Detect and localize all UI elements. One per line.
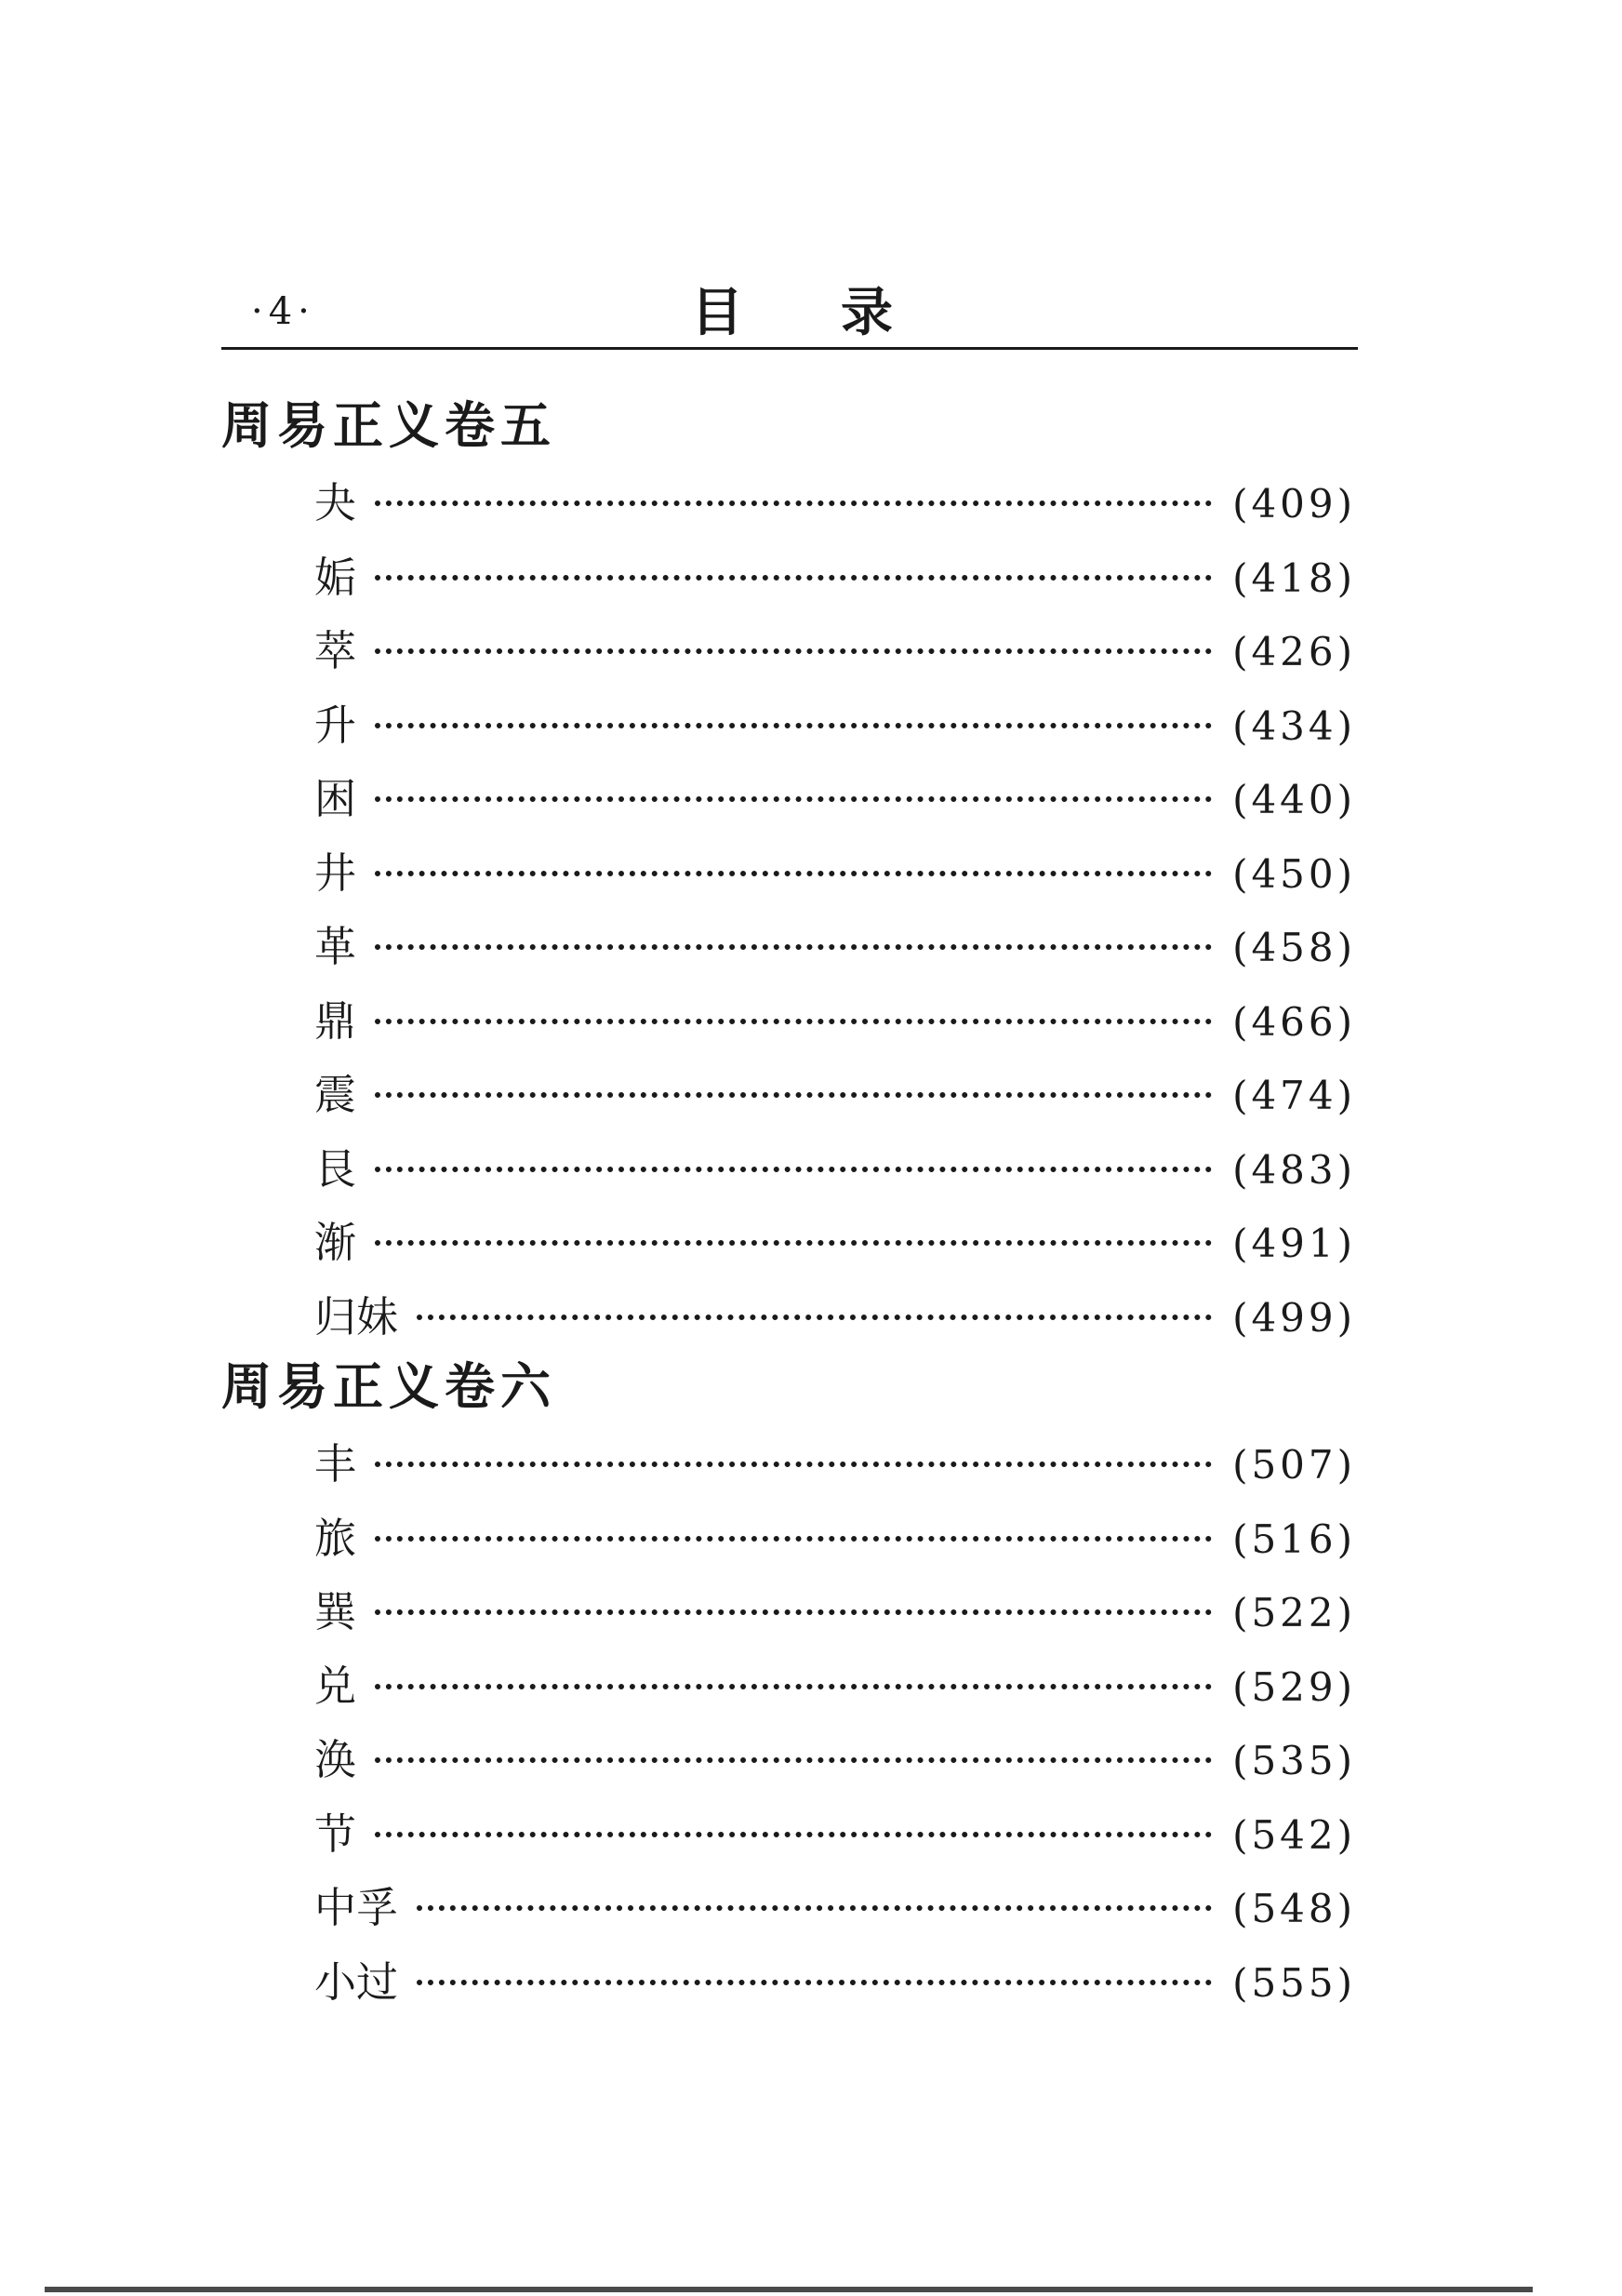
toc-entry bbox=[314, 691, 1356, 766]
toc-entry-title: 夬 bbox=[314, 478, 357, 527]
toc-entry-title: 姤 bbox=[314, 552, 357, 602]
dot-leader bbox=[375, 1536, 1212, 1542]
header-rule bbox=[221, 347, 1358, 350]
toc-entry-page: (491) bbox=[1232, 1221, 1356, 1266]
toc-entry-page: (522) bbox=[1232, 1590, 1356, 1635]
page-header bbox=[221, 270, 1356, 354]
toc-entry-title: 困 bbox=[314, 774, 357, 823]
toc-entry-title: 小过 bbox=[314, 1956, 399, 2007]
dot-leader bbox=[375, 1462, 1212, 1467]
toc-entry bbox=[314, 543, 1356, 618]
toc-entry-page: (418) bbox=[1232, 554, 1356, 601]
dot-leader bbox=[375, 575, 1212, 581]
toc-entry-page: (483) bbox=[1232, 1146, 1356, 1193]
toc-entry-page: (535) bbox=[1232, 1738, 1356, 1783]
toc-entry bbox=[314, 617, 1356, 691]
toc-section-5 bbox=[221, 393, 1356, 1356]
dot-leader bbox=[375, 944, 1212, 950]
toc-entry-title: 兑 bbox=[314, 1661, 357, 1711]
scan-edge-line bbox=[45, 2287, 1533, 2292]
toc-entry bbox=[314, 1874, 1356, 1948]
toc-entry-title: 中孚 bbox=[314, 1883, 399, 1932]
toc-entry-title: 震 bbox=[314, 1070, 357, 1119]
toc-entry-page: (409) bbox=[1232, 481, 1356, 527]
toc-entry-title: 节 bbox=[314, 1809, 357, 1859]
toc-entry-title: 巽 bbox=[314, 1587, 357, 1636]
toc-entry bbox=[314, 1800, 1356, 1875]
toc-entry-page: (555) bbox=[1232, 1959, 1356, 2006]
toc-entry-page: (499) bbox=[1232, 1294, 1356, 1341]
toc-entries bbox=[314, 469, 1356, 1356]
toc-entry bbox=[314, 1208, 1356, 1283]
toc-entry-title: 鼎 bbox=[314, 995, 357, 1046]
dot-leader bbox=[375, 1019, 1212, 1024]
dot-leader bbox=[375, 501, 1212, 506]
dot-leader bbox=[417, 1905, 1212, 1911]
toc-entry-title: 归妹 bbox=[314, 1291, 399, 1342]
toc-entry-page: (507) bbox=[1232, 1442, 1356, 1488]
toc-entry bbox=[314, 1283, 1356, 1357]
toc-entry-title: 丰 bbox=[314, 1439, 357, 1488]
toc-entry-page: (529) bbox=[1232, 1663, 1356, 1710]
toc-entry bbox=[314, 1726, 1356, 1800]
toc-entry-title: 升 bbox=[314, 700, 357, 750]
toc-entry-title: 旅 bbox=[314, 1513, 357, 1563]
dot-leader bbox=[375, 723, 1212, 728]
dot-leader bbox=[375, 648, 1212, 654]
toc-entry bbox=[314, 1948, 1356, 2022]
toc-entry-page: (474) bbox=[1232, 1073, 1356, 1118]
dot-leader bbox=[417, 1315, 1212, 1320]
toc-section-6 bbox=[221, 1354, 1356, 2022]
dot-leader bbox=[375, 1092, 1212, 1098]
toc-entry-page: (548) bbox=[1232, 1886, 1356, 1931]
page-title: 目录 bbox=[691, 282, 990, 343]
toc-entry-page: (426) bbox=[1232, 629, 1356, 674]
toc-entry-title: 革 bbox=[314, 922, 357, 971]
toc-entry-page: (450) bbox=[1232, 850, 1356, 897]
toc-entry bbox=[314, 765, 1356, 839]
dot-leader bbox=[375, 1757, 1212, 1763]
dot-leader bbox=[375, 796, 1212, 802]
toc-entry bbox=[314, 1652, 1356, 1727]
page-number: ·4· bbox=[251, 290, 315, 333]
dot-leader bbox=[417, 1980, 1212, 1985]
dot-leader bbox=[375, 1832, 1212, 1837]
toc-entries bbox=[314, 1430, 1356, 2022]
dot-leader bbox=[375, 1240, 1212, 1246]
toc-entry-page: (466) bbox=[1232, 998, 1356, 1045]
toc-entry bbox=[314, 839, 1356, 914]
toc-entry bbox=[314, 469, 1356, 543]
toc-entry-page: (434) bbox=[1232, 702, 1356, 749]
toc-entry-title: 渐 bbox=[314, 1218, 357, 1267]
toc-entry bbox=[314, 1430, 1356, 1504]
dot-leader bbox=[375, 1609, 1212, 1615]
toc-entry bbox=[314, 987, 1356, 1061]
dot-leader bbox=[375, 1684, 1212, 1689]
section-title: 周易正义卷六 bbox=[221, 1356, 556, 1416]
toc-entry bbox=[314, 1135, 1356, 1209]
toc-entry-page: (458) bbox=[1232, 925, 1356, 970]
dot-leader bbox=[375, 1167, 1212, 1172]
toc-entry-title: 井 bbox=[314, 848, 357, 898]
toc-entry bbox=[314, 1061, 1356, 1135]
toc-entry-page: (542) bbox=[1232, 1811, 1356, 1858]
section-title: 周易正义卷五 bbox=[221, 395, 556, 455]
toc-entry-title: 涣 bbox=[314, 1735, 357, 1784]
toc-entry bbox=[314, 1504, 1356, 1579]
dot-leader bbox=[375, 871, 1212, 876]
toc-entry-page: (440) bbox=[1232, 777, 1356, 822]
toc-entry bbox=[314, 913, 1356, 987]
toc-entry-title: 萃 bbox=[314, 626, 357, 675]
toc-entry bbox=[314, 1578, 1356, 1652]
toc-entry-page: (516) bbox=[1232, 1515, 1356, 1562]
toc-entry-title: 艮 bbox=[314, 1143, 357, 1194]
